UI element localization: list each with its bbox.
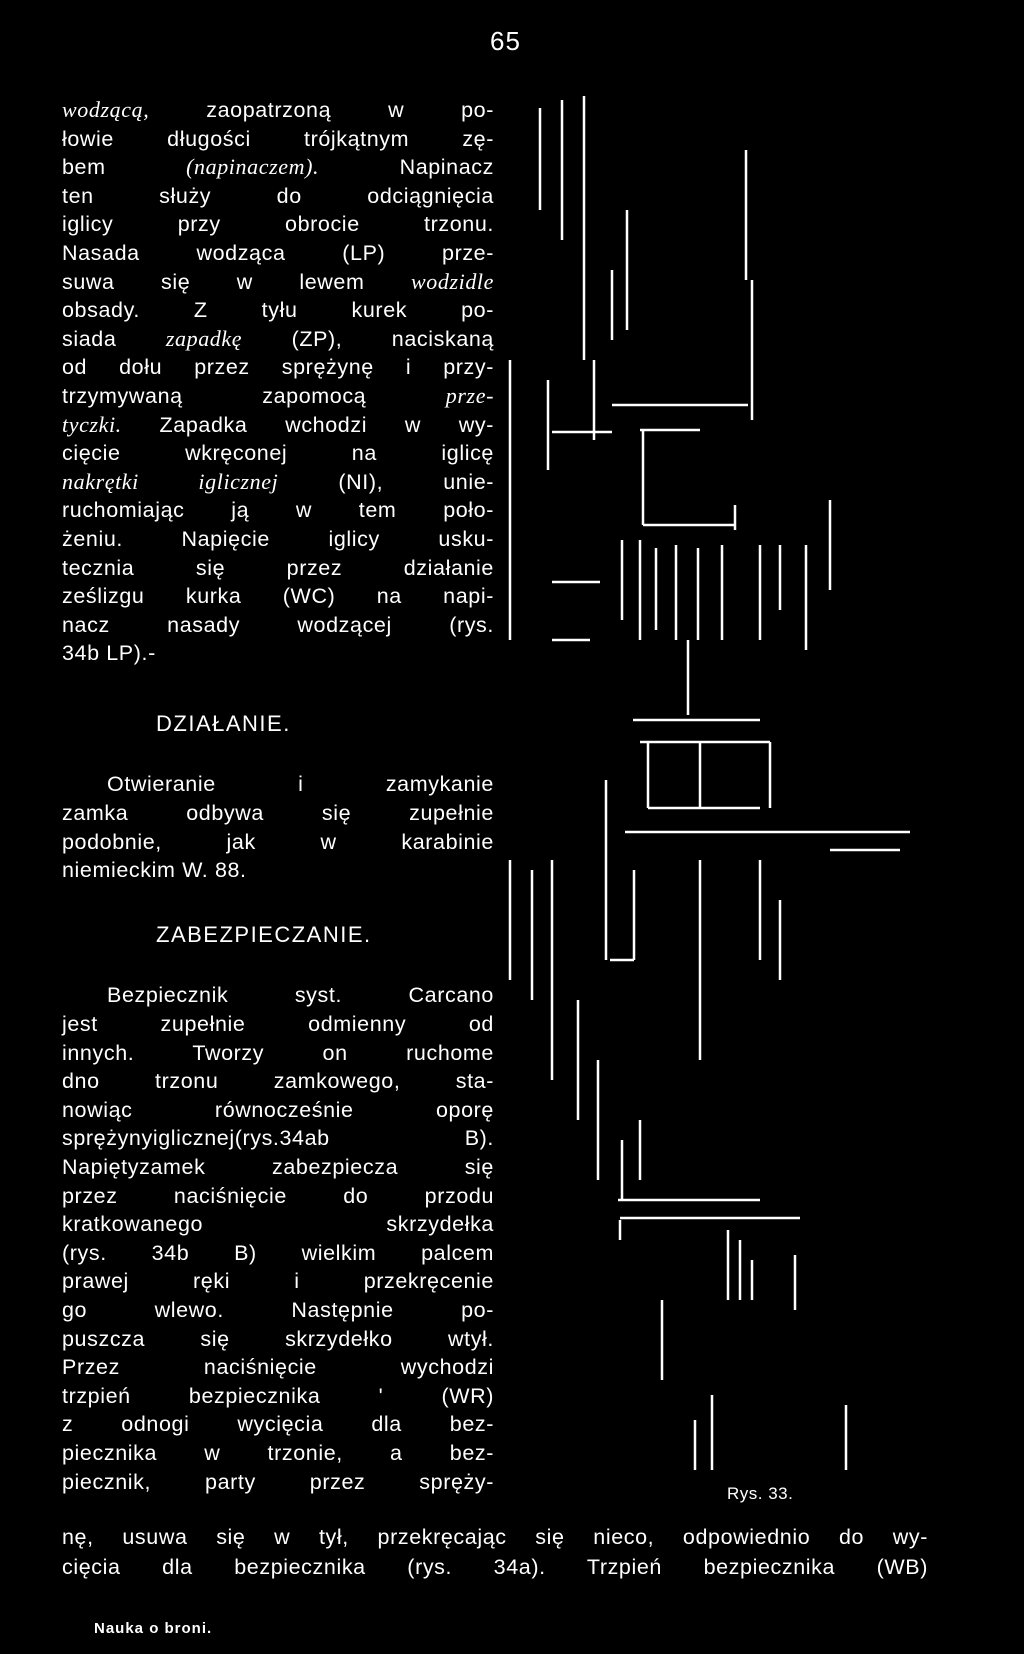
text-line: dno trzonu zamkowego, sta- (62, 1069, 494, 1094)
text-line: puszcza się skrzydełko wtył. (62, 1326, 494, 1351)
text-line: ruchomiając ją w tem poło- (62, 498, 494, 523)
text-line: trzymywaną zapomocą prze- (62, 382, 494, 408)
text-line: suwa się w lewem wodzidle (62, 268, 494, 294)
rifle-bolt-figure (500, 88, 920, 1488)
figure-caption: Rys. 33. (727, 1484, 794, 1503)
section-heading-zabezpieczanie: ZABEZPIECZANIE. (156, 921, 372, 947)
section-heading-dzialanie: DZIAŁANIE. (156, 710, 291, 736)
text-line: ześlizgu kurka (WC) na napi- (62, 584, 494, 609)
text-line: cięcia dla bezpiecznika (rys. 34a). Trzpień bezpiecznika (WB) (62, 1555, 928, 1579)
text-line: tyczki. Zapadka wchodzi w wy- (62, 411, 494, 437)
text-line: 34b LP).- (62, 641, 156, 666)
text-line: cięcie wkręconej na iglicę (62, 441, 494, 466)
text-line: Otwieranie i zamykanie (107, 772, 494, 797)
text-line: nacz nasady wodzącej (rys. (62, 612, 494, 637)
text-line: Przez naciśnięcie wychodzi (62, 1355, 494, 1380)
text-line: tecznia się przez działanie (62, 555, 494, 580)
text-line: innych. Tworzy on ruchome (62, 1040, 494, 1065)
text-line: z odnogi wycięcia dla bez- (62, 1412, 494, 1437)
text-line: trzpień bezpiecznika ' (WR) (62, 1383, 494, 1408)
text-line: Bezpiecznik syst. Carcano (107, 983, 494, 1008)
text-line: iglicy przy obrocie trzonu. (62, 212, 494, 237)
text-line: obsady. Z tyłu kurek po- (62, 298, 494, 323)
text-line: nakrętki iglicznej (NI), unie- (62, 468, 495, 494)
text-line: żeniu. Napięcie iglicy usku- (62, 526, 494, 551)
text-line: sprężynyiglicznej(rys.34ab B). (62, 1126, 494, 1151)
text-line: Nasada wodząca (LP) prze- (62, 240, 494, 265)
text-line: siada zapadkę (ZP), naciskaną (62, 325, 494, 351)
text-line: od dołu przez sprężynę i przy- (62, 355, 494, 380)
text-line: nę, usuwa się w tył, przekręcając się nieco, odpowiednio do wy- (62, 1525, 928, 1549)
text-line: Napiętyzamek zabezpiecza się (62, 1155, 494, 1179)
text-line: zamka odbywa się zupełnie (62, 801, 494, 826)
text-line: prawej ręki i przekręcenie (62, 1269, 494, 1294)
page-number: 65 (490, 26, 521, 56)
text-line: ten służy do odciągnięcia (62, 183, 494, 208)
text-line: piecznik, party przez spręży- (62, 1469, 494, 1494)
text-line: przez naciśnięcie do przodu (62, 1183, 494, 1208)
text-line: niemieckim W. 88. (62, 858, 247, 883)
text-line: (rys. 34b B) wielkim palcem (62, 1240, 494, 1265)
text-line: go wlewo. Następnie po- (62, 1297, 494, 1322)
text-line: łowie długości trójkątnym zę- (62, 126, 494, 151)
full-width-text (62, 1522, 928, 1582)
text-line: bem (napinaczem). Napinacz (62, 154, 494, 180)
text-line: podobnie, jak w karabinie (62, 829, 494, 854)
text-line: kratkowanego skrzydełka (62, 1212, 494, 1237)
text-line: wodzącą, zaopatrzoną w po- (62, 97, 494, 122)
text-line: piecznika w trzonie, a bez- (62, 1440, 494, 1465)
text-line: nowiąc równocześnie oporę (62, 1097, 494, 1122)
footer-signature: Nauka o broni. (94, 1620, 213, 1637)
text-column (62, 96, 494, 1496)
text-line: jest zupełnie odmienny od (62, 1012, 494, 1037)
